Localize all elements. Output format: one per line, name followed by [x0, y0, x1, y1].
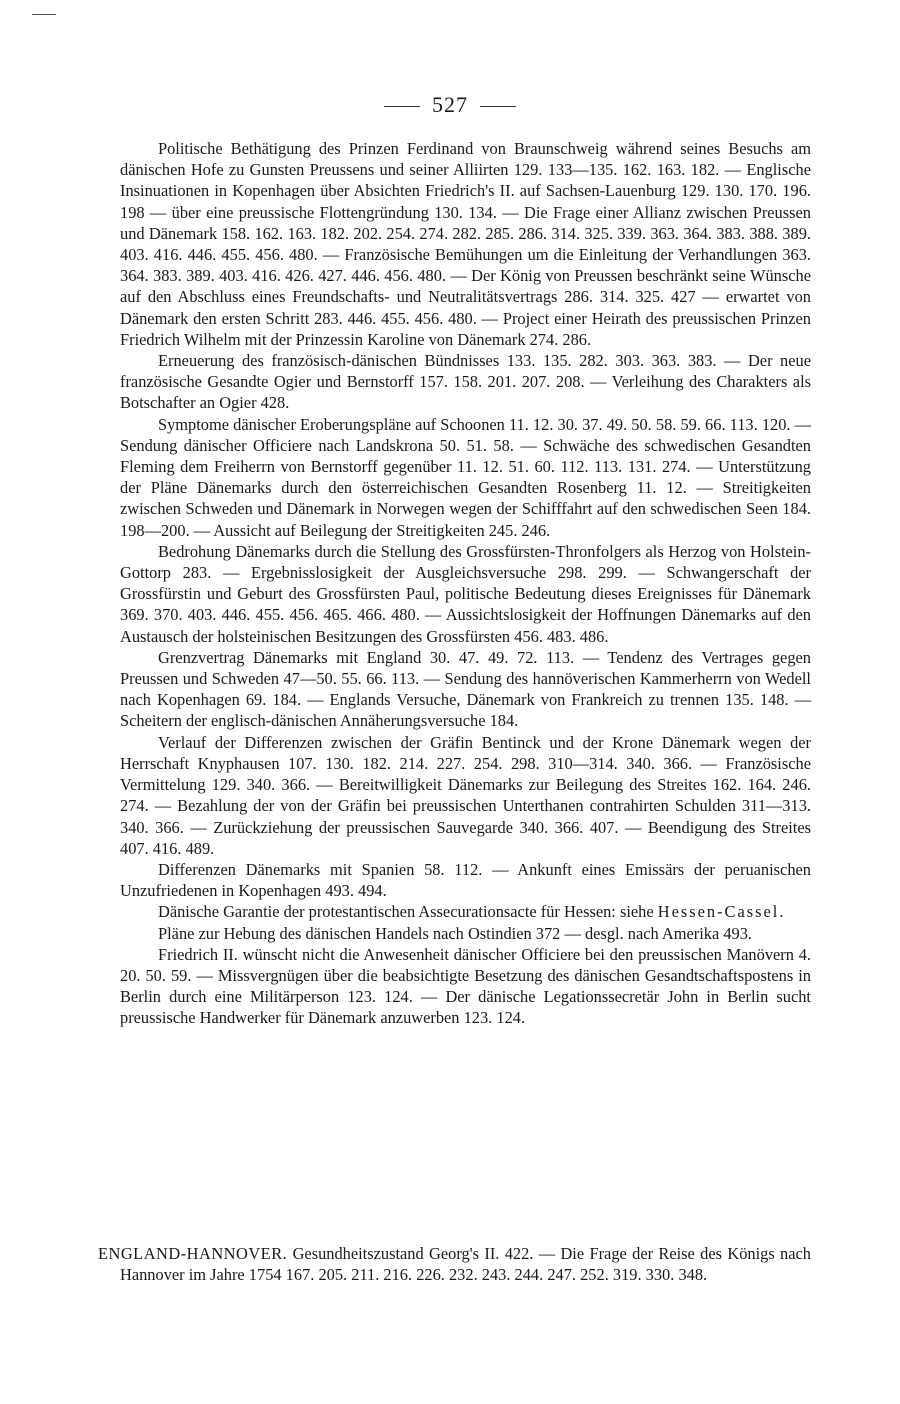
- index-paragraph-hessen: [120, 901, 811, 922]
- header-rule-right: [480, 106, 516, 107]
- corner-mark: [32, 14, 56, 15]
- page-header: [0, 92, 900, 118]
- index-paragraph: Symptome dänischer Eroberungspläne auf Schoonen 11. 12. 30. 37. 49. 50. 58. 59. 66. 113. 120. — Sendung dänischer Officiere nach Landskrona 50. 51. 58. — Schwäche des schwedischen Gesandten Fleming dem Freiherrn von Bernstorff gegenüber 11. 12. 51. 60. 112. 113. 131. 274. — Unterstützung der Pläne Dänemarks durch den österreichischen Gesandten Rosenberg 11. 12. — Streitigkeiten zwischen Schweden und Dänemark in Norwegen wegen der Schifffahrt auf den schwedischen Seen 184. 198—200. — Aussicht auf Beilegung der Streitigkeiten 245. 246.: [120, 414, 811, 540]
- section-england-hannover: [98, 1243, 811, 1285]
- index-paragraph: Friedrich II. wünscht nicht die Anwesenheit dänischer Officiere bei den preussischen Manövern 4. 20. 50. 59. — Missvergnügen über die beabsichtigte Besetzung des dänischen Gesandtschaftspostens in Berlin durch eine Militärperson 123. 124. — Der dänische Legationssecretär John in Berlin sucht preussische Handwerker für Dänemark anzuwerben 123. 124.: [120, 944, 811, 1028]
- index-paragraph: Pläne zur Hebung des dänischen Handels nach Ostindien 372 — desgl. nach Amerika 493.: [158, 923, 753, 943]
- hessen-text: Dänische Garantie der protestantischen Assecurationsacte für Hessen: siehe: [158, 902, 654, 922]
- cross-reference: Hessen-Cassel.: [657, 902, 786, 922]
- section-entry: [98, 1243, 811, 1285]
- index-paragraph: Bedrohung Dänemarks durch die Stellung des Grossfürsten-Thronfolgers als Herzog von Holstein-Gottorp 283. — Ergebnisslosigkeit der Ausgleichsversuche 298. 299. — Schwangerschaft der Grossfürstin und Geburt des Grossfürsten Paul, politische Bedeutung dieses Ereignisses für Dänemark 369. 370. 403. 446. 455. 456. 465. 466. 480. — Aussichtslosigkeit der Hoffnungen Dänemarks auf den Austausch der holsteinischen Besitzungen des Grossfürsten 456. 483. 486.: [120, 541, 811, 646]
- header-rule-left: [384, 106, 420, 107]
- index-paragraph: Verlauf der Differenzen zwischen der Gräfin Bentinck und der Krone Dänemark wegen der Herrschaft Knyphausen 107. 130. 182. 214. 227. 254. 298. 310—314. 340. 366. — Französische Vermittelung 129. 340. 366. — Bereitwilligkeit Dänemarks zur Beilegung des Streites 162. 164. 246. 274. — Bezahlung der von der Gräfin bei preussischen Unterthanen contrahirten Schulden 311—313. 340. 366. — Zurückziehung der preussischen Sauvegarde 340. 366. 407. — Beendigung des Streites 407. 416. 489.: [120, 732, 811, 858]
- section-text: Gesundheitszustand Georg's II. 422. — Die Frage der Reise des Königs nach Hannover im Jahre 1754 167. 205. 211. 216. 226. 232. 243. 244. 247. 252. 319. 330. 348.: [120, 1244, 811, 1285]
- index-paragraph: Politische Bethätigung des Prinzen Ferdinand von Braunschweig während seines Besuchs am dänischen Hofe zu Gunsten Preussens und seiner Alliirten 129. 133—135. 162. 163. 182. — Englische Insinuationen in Kopenhagen über Absichten Friedrich's II. auf Sachsen-Lauenburg 129. 130. 170. 196. 198 — über eine preussische Flottengründung 130. 134. — Die Frage einer Allianz zwischen Preussen und Dänemark 158. 162. 163. 182. 202. 254. 274. 282. 285. 286. 314. 325. 339. 363. 364. 383. 388. 389. 403. 416. 446. 455. 456. 480. — Französische Bemühungen um die Einleitung der Verhandlungen 363. 364. 383. 389. 403. 416. 426. 427. 446. 456. 480. — Der König von Preussen beschränkt seine Wünsche auf den Abschluss eines Freundschafts- und Neutralitätsvertrags 286. 314. 325. 427 — erwartet von Dänemark den ersten Schritt 283. 446. 455. 456. 480. — Project einer Heirath des preussischen Prinzen Friedrich Wilhelm mit der Prinzessin Karoline von Dänemark 274. 286.: [120, 139, 811, 349]
- index-paragraph: Erneuerung des französisch-dänischen Bündnisses 133. 135. 282. 303. 363. 383. — Der neue französische Gesandte Ogier und Bernstorff 157. 158. 201. 207. 208. — Verleihung des Charakters als Botschafter an Ogier 428.: [120, 351, 811, 413]
- index-body: [120, 138, 811, 1029]
- section-label: ENGLAND-HANNOVER.: [98, 1244, 288, 1263]
- index-paragraph: Differenzen Dänemarks mit Spanien 58. 112. — Ankunft eines Emissärs der peruanischen Unzufriedenen in Kopenhagen 493. 494.: [120, 859, 811, 901]
- page-number: 527: [432, 92, 468, 117]
- index-paragraph: Grenzvertrag Dänemarks mit England 30. 47. 49. 72. 113. — Tendenz des Vertrages gegen Preussen und Schweden 47—50. 55. 66. 113. — Sendung des hannöverischen Kammerherrn von Wedell nach Kopenhagen 69. 184. — Englands Versuche, Dänemark von Frankreich zu trennen 135. 148. — Scheitern der englisch-dänischen Annäherungsversuche 184.: [120, 647, 811, 731]
